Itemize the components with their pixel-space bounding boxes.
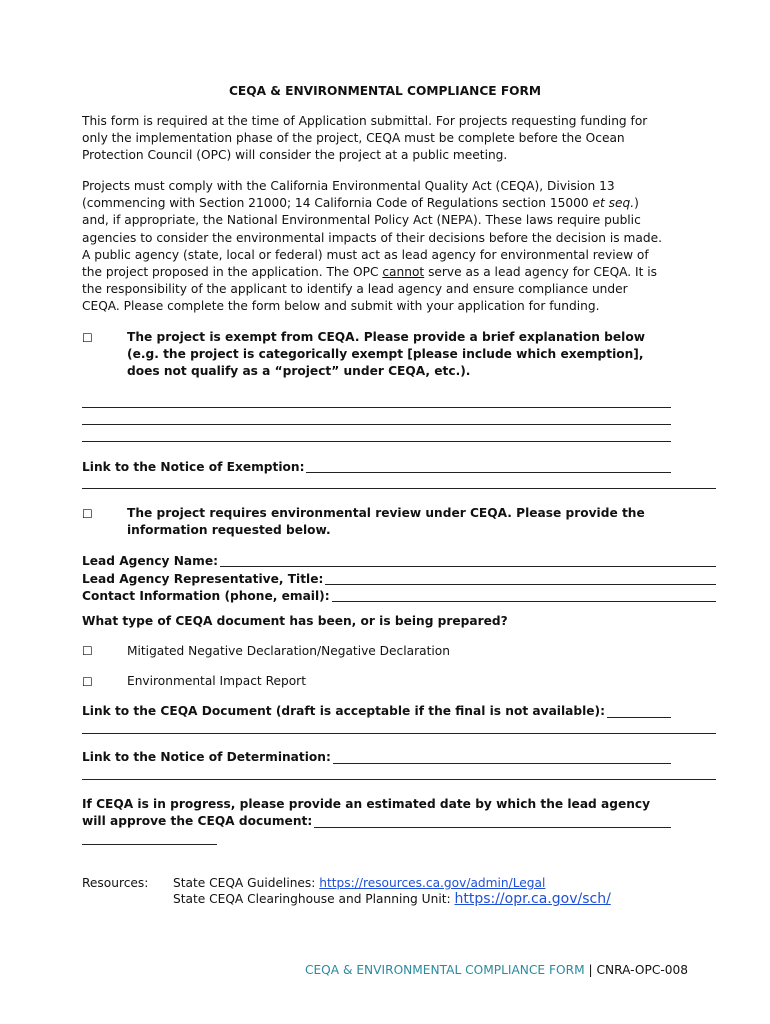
- resource-clearinghouse: [173, 891, 611, 907]
- compliance-line: CEQA. Please complete the form below and submit with your application for funding.: [82, 299, 600, 314]
- intro-line: only the implementation phase of the project, CEQA must be complete before the Ocean: [82, 131, 625, 146]
- ceqa-guidelines-link[interactable]: https://resources.ca.gov/admin/Legal: [319, 876, 546, 890]
- compliance-line: [82, 264, 692, 281]
- explanation-line-2[interactable]: [82, 424, 671, 425]
- explanation-line-1[interactable]: [82, 407, 671, 408]
- footer-separator: |: [584, 963, 597, 977]
- in-progress-text: If CEQA is in progress, please provide an estimated date by which the lead agency: [82, 797, 651, 811]
- doc-type-question: What type of CEQA document has been, or is being prepared?: [82, 614, 508, 628]
- approval-date-field-cont[interactable]: [82, 844, 217, 845]
- notice-exemption-field-cont[interactable]: [82, 488, 716, 489]
- nod-link-field-cont[interactable]: [82, 779, 716, 780]
- compliance-line: agencies to consider the environmental impacts of their decisions before the decision is made.: [82, 230, 662, 245]
- review-checkbox[interactable]: ☐: [82, 507, 93, 521]
- mnd-checkbox[interactable]: ☐: [82, 644, 93, 658]
- compliance-text: serve as a lead agency for CEQA. It is: [424, 265, 658, 280]
- compliance-line: [82, 195, 692, 212]
- lead-agency-name-label: Lead Agency Name:: [82, 554, 218, 568]
- ceqa-doc-link-label: Link to the CEQA Document (draft is acceptable if the final is not available):: [82, 704, 605, 718]
- exempt-line: does not qualify as a “project” under CEQA, etc.).: [127, 364, 471, 379]
- compliance-line: Projects must comply with the California Environmental Quality Act (CEQA), Division 13: [82, 179, 615, 193]
- intro-line: Protection Council (OPC) will consider the project at a public meeting.: [82, 148, 508, 163]
- resource-prefix: State CEQA Clearinghouse and Planning Unit:: [173, 892, 455, 906]
- cannot-text: cannot: [382, 265, 425, 280]
- review-line: information requested below.: [127, 523, 331, 538]
- clearinghouse-link[interactable]: https://opr.ca.gov/sch/: [454, 891, 611, 907]
- resources-label: Resources:: [82, 876, 149, 890]
- page-footer: [305, 963, 688, 977]
- exempt-line: (e.g. the project is categorically exempt [please include which exemption],: [127, 347, 644, 362]
- nod-link-label: Link to the Notice of Determination:: [82, 750, 331, 764]
- review-option-text: [127, 505, 645, 539]
- compliance-line: A public agency (state, local or federal) must act as lead agency for environmental review of: [82, 247, 649, 262]
- compliance-text: ): [634, 196, 639, 211]
- resource-prefix: State CEQA Guidelines:: [173, 876, 320, 890]
- exempt-checkbox[interactable]: ☐: [82, 331, 93, 345]
- lead-agency-rep-label: Lead Agency Representative, Title:: [82, 572, 324, 586]
- exempt-option-text: [127, 329, 645, 381]
- ceqa-doc-link-field-cont[interactable]: [82, 733, 716, 734]
- review-line: The project requires environmental review under CEQA. Please provide the: [127, 506, 645, 520]
- footer-title: CEQA & ENVIRONMENTAL COMPLIANCE FORM: [304, 963, 585, 977]
- in-progress-label: will approve the CEQA document:: [82, 814, 313, 828]
- compliance-paragraph: [82, 178, 692, 316]
- eir-checkbox[interactable]: ☐: [82, 675, 93, 689]
- compliance-text: (commencing with Section 21000; 14 California Code of Regulations section 15000: [82, 196, 593, 211]
- exempt-line: The project is exempt from CEQA. Please provide a brief explanation below: [127, 330, 645, 344]
- resource-ceqa-guidelines: [173, 876, 545, 890]
- mnd-option-label: Mitigated Negative Declaration/Negative Declaration: [127, 644, 450, 658]
- notice-exemption-label: Link to the Notice of Exemption:: [82, 460, 305, 474]
- explanation-line-3[interactable]: [82, 441, 671, 442]
- intro-paragraph: [82, 113, 692, 165]
- et-seq-text: et seq.: [592, 196, 635, 211]
- footer-code: CNRA-OPC-008: [596, 963, 688, 977]
- form-title: CEQA & ENVIRONMENTAL COMPLIANCE FORM: [228, 84, 542, 98]
- contact-info-label: Contact Information (phone, email):: [82, 589, 330, 603]
- eir-option-label: Environmental Impact Report: [127, 674, 306, 688]
- compliance-text: the project proposed in the application. The OPC: [82, 265, 383, 280]
- compliance-line: and, if appropriate, the National Environmental Policy Act (NEPA). These laws require public: [82, 213, 641, 228]
- compliance-line: the responsibility of the applicant to identify a lead agency and ensure compliance under: [82, 282, 628, 297]
- intro-line: This form is required at the time of Application submittal. For projects requesting funding for: [82, 114, 648, 128]
